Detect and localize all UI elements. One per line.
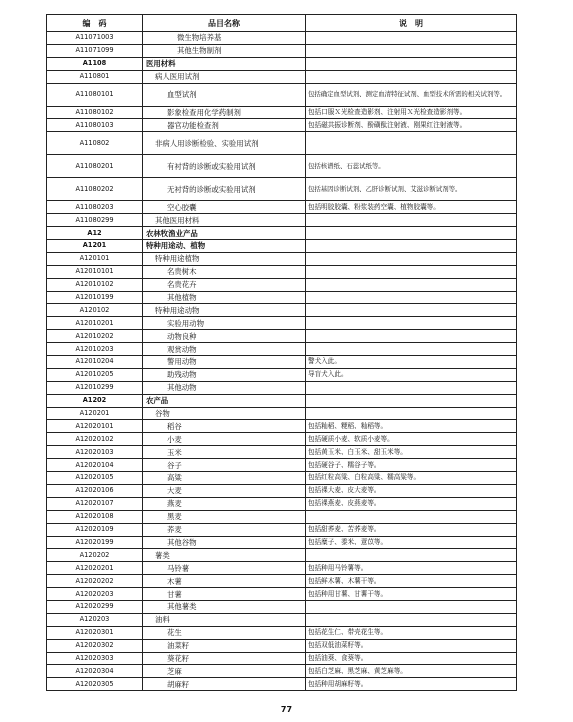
row-name: 其他动物 <box>143 381 306 394</box>
table-row <box>47 459 517 472</box>
row-name: 黑麦 <box>143 510 306 523</box>
table-row <box>47 381 517 394</box>
row-code: A12020301 <box>47 626 143 639</box>
row-desc: 包括油葵、食葵等。 <box>306 652 517 665</box>
row-desc: 包括硬谷子、糯谷子等。 <box>306 459 517 472</box>
row-name: 谷物 <box>143 407 306 420</box>
row-desc: 包括红粒高粱、白粒高粱、糯高粱等。 <box>306 472 517 485</box>
row-desc <box>306 132 517 155</box>
row-desc: 包括黄玉米、白玉米、甜玉米等。 <box>306 446 517 459</box>
row-name: 薯类 <box>143 549 306 562</box>
row-name: 实验用动物 <box>143 317 306 330</box>
table-row <box>47 214 517 227</box>
row-name: 马铃薯 <box>143 562 306 575</box>
row-code: A110802 <box>47 132 143 155</box>
row-name: 器官功能检查剂 <box>143 119 306 132</box>
table-row <box>47 265 517 278</box>
row-name: 玉米 <box>143 446 306 459</box>
row-name: 稻谷 <box>143 420 306 433</box>
row-name: 花生 <box>143 626 306 639</box>
row-code: A120203 <box>47 613 143 626</box>
row-desc <box>306 240 517 253</box>
row-name: 其他植物 <box>143 291 306 304</box>
row-desc: 包括磁共振诊断剂、酚磺酞注射液、刚果红注射液等。 <box>306 119 517 132</box>
row-code: A12020203 <box>47 588 143 601</box>
row-code: A12 <box>47 227 143 240</box>
row-desc <box>306 549 517 562</box>
row-desc: 包括花生仁、带壳花生等。 <box>306 626 517 639</box>
row-desc <box>306 304 517 317</box>
table-row <box>47 420 517 433</box>
table-row <box>47 252 517 265</box>
row-code: A12010299 <box>47 381 143 394</box>
table-row <box>47 678 517 691</box>
table-row <box>47 665 517 678</box>
table-row <box>47 652 517 665</box>
row-desc <box>306 214 517 227</box>
row-name: 名贵树木 <box>143 265 306 278</box>
row-code: A12020102 <box>47 433 143 446</box>
table-header-row <box>47 15 517 32</box>
row-code: A12020107 <box>47 497 143 510</box>
row-name: 特种用途动物 <box>143 304 306 317</box>
table-row <box>47 317 517 330</box>
table-row <box>47 155 517 178</box>
row-code: A120101 <box>47 252 143 265</box>
row-code: A11080201 <box>47 155 143 178</box>
row-code: A12020108 <box>47 510 143 523</box>
row-code: A12020109 <box>47 523 143 536</box>
table-row <box>47 70 517 83</box>
row-code: A120201 <box>47 407 143 420</box>
row-code: A12020101 <box>47 420 143 433</box>
table-row <box>47 330 517 343</box>
row-name: 影象检查用化学药制剂 <box>143 106 306 119</box>
row-code: A12010204 <box>47 356 143 369</box>
table-row <box>47 227 517 240</box>
row-desc <box>306 291 517 304</box>
row-desc <box>306 613 517 626</box>
row-name: 无衬背的诊断或实验用试剂 <box>143 178 306 201</box>
table-row <box>47 497 517 510</box>
table-row <box>47 575 517 588</box>
row-code: A12020199 <box>47 536 143 549</box>
row-name: 名贵花卉 <box>143 278 306 291</box>
row-name: 血型试剂 <box>143 83 306 106</box>
row-desc: 包括裸大麦、皮大麦等。 <box>306 484 517 497</box>
row-desc <box>306 330 517 343</box>
row-code: A11080299 <box>47 214 143 227</box>
row-code: A12010101 <box>47 265 143 278</box>
table-row <box>47 626 517 639</box>
row-name: 医用材料 <box>143 57 306 70</box>
row-desc <box>306 317 517 330</box>
row-code: A120202 <box>47 549 143 562</box>
header-code: 编 码 <box>47 15 143 32</box>
table-row <box>47 32 517 45</box>
table-row <box>47 83 517 106</box>
row-name: 特种用途植物 <box>143 252 306 265</box>
row-desc <box>306 394 517 407</box>
row-name: 空心胶囊 <box>143 201 306 214</box>
catalog-table <box>46 14 517 691</box>
row-code: A12020299 <box>47 600 143 613</box>
row-desc <box>306 57 517 70</box>
row-name: 油菜籽 <box>143 639 306 652</box>
table-row <box>47 562 517 575</box>
row-desc: 包括种用马铃薯等。 <box>306 562 517 575</box>
table-row <box>47 304 517 317</box>
row-code: A12020201 <box>47 562 143 575</box>
row-desc: 导盲犬入此。 <box>306 368 517 381</box>
row-desc <box>306 252 517 265</box>
row-code: A12010199 <box>47 291 143 304</box>
row-desc <box>306 278 517 291</box>
row-name: 病人医用试剂 <box>143 70 306 83</box>
row-code: A110801 <box>47 70 143 83</box>
row-code: A12020302 <box>47 639 143 652</box>
row-code: A12020304 <box>47 665 143 678</box>
row-name: 其他生物制剂 <box>143 44 306 57</box>
row-desc <box>306 510 517 523</box>
table-row <box>47 57 517 70</box>
row-desc: 包括硬质小麦、软质小麦等。 <box>306 433 517 446</box>
row-name: 其他薯类 <box>143 600 306 613</box>
row-desc: 包括鲜木薯、木薯干等。 <box>306 575 517 588</box>
row-name: 芝麻 <box>143 665 306 678</box>
table-row <box>47 472 517 485</box>
table-row <box>47 394 517 407</box>
row-code: A11080203 <box>47 201 143 214</box>
row-code: A12020105 <box>47 472 143 485</box>
row-code: A11080103 <box>47 119 143 132</box>
row-code: A11080202 <box>47 178 143 201</box>
row-code: A12020106 <box>47 484 143 497</box>
row-desc: 包括双低油菜籽等。 <box>306 639 517 652</box>
row-name: 木薯 <box>143 575 306 588</box>
row-desc: 包括糜子、黍米、薏苡等。 <box>306 536 517 549</box>
row-name: 油料 <box>143 613 306 626</box>
row-name: 警用动物 <box>143 356 306 369</box>
table-row <box>47 549 517 562</box>
table-row <box>47 510 517 523</box>
table-row <box>47 356 517 369</box>
row-desc: 包括基因诊断试剂、乙肝诊断试剂、艾滋诊断试剂等。 <box>306 178 517 201</box>
row-desc <box>306 343 517 356</box>
row-code: A12010102 <box>47 278 143 291</box>
row-name: 大麦 <box>143 484 306 497</box>
row-code: A11071099 <box>47 44 143 57</box>
row-desc <box>306 265 517 278</box>
row-desc <box>306 44 517 57</box>
table-row <box>47 132 517 155</box>
row-name: 农林牧渔业产品 <box>143 227 306 240</box>
table-row <box>47 201 517 214</box>
row-name: 非病人用诊断检验、实验用试剂 <box>143 132 306 155</box>
row-desc: 包括种用甘薯、甘薯干等。 <box>306 588 517 601</box>
row-code: A1201 <box>47 240 143 253</box>
row-name: 谷子 <box>143 459 306 472</box>
row-desc: 包括白芝麻、黑芝麻、黄芝麻等。 <box>306 665 517 678</box>
row-name: 葵花籽 <box>143 652 306 665</box>
row-name: 有衬背的诊断或实验用试剂 <box>143 155 306 178</box>
table-row <box>47 523 517 536</box>
row-code: A12010201 <box>47 317 143 330</box>
row-desc <box>306 381 517 394</box>
table-row <box>47 600 517 613</box>
row-desc <box>306 70 517 83</box>
row-code: A12020303 <box>47 652 143 665</box>
row-name: 微生物培养基 <box>143 32 306 45</box>
row-name: 其他医用材料 <box>143 214 306 227</box>
row-name: 农产品 <box>143 394 306 407</box>
table-body <box>47 32 517 691</box>
row-code: A12020103 <box>47 446 143 459</box>
header-name: 品目名称 <box>143 15 306 32</box>
row-name: 燕麦 <box>143 497 306 510</box>
row-code: A12020104 <box>47 459 143 472</box>
table-row <box>47 613 517 626</box>
row-name: 其他谷物 <box>143 536 306 549</box>
row-name: 助残动物 <box>143 368 306 381</box>
row-desc: 包括核谱纸、石蕊试纸等。 <box>306 155 517 178</box>
table-row <box>47 291 517 304</box>
row-desc <box>306 407 517 420</box>
table-row <box>47 446 517 459</box>
table-row <box>47 484 517 497</box>
row-desc: 包括明胶胶囊、粉浆装药空囊、植物胶囊等。 <box>306 201 517 214</box>
row-desc <box>306 32 517 45</box>
row-desc: 包括裸燕麦、皮燕麦等。 <box>306 497 517 510</box>
row-desc: 包括确定血型试剂、测定血清特征试剂、血型技术所需的相关试剂等。 <box>306 83 517 106</box>
row-code: A1202 <box>47 394 143 407</box>
page-number: 77 <box>280 705 293 714</box>
table-row <box>47 343 517 356</box>
row-code: A11080101 <box>47 83 143 106</box>
row-name: 动物良种 <box>143 330 306 343</box>
row-code: A12010202 <box>47 330 143 343</box>
table-row <box>47 178 517 201</box>
row-code: A12010203 <box>47 343 143 356</box>
row-name: 高粱 <box>143 472 306 485</box>
table-row <box>47 106 517 119</box>
table-row <box>47 433 517 446</box>
table-row <box>47 407 517 420</box>
row-code: A1108 <box>47 57 143 70</box>
row-name: 特种用途动、植物 <box>143 240 306 253</box>
table-row <box>47 368 517 381</box>
row-desc <box>306 227 517 240</box>
table-row <box>47 240 517 253</box>
row-code: A11071003 <box>47 32 143 45</box>
row-desc: 警犬入此。 <box>306 356 517 369</box>
table-row <box>47 588 517 601</box>
row-name: 观赏动物 <box>143 343 306 356</box>
row-code: A11080102 <box>47 106 143 119</box>
table-row <box>47 536 517 549</box>
row-desc: 包括甜荞麦、苦荞麦等。 <box>306 523 517 536</box>
row-name: 小麦 <box>143 433 306 446</box>
row-desc <box>306 600 517 613</box>
row-code: A12010205 <box>47 368 143 381</box>
row-name: 荞麦 <box>143 523 306 536</box>
row-name: 胡麻籽 <box>143 678 306 691</box>
header-desc: 说 明 <box>306 15 517 32</box>
table-row <box>47 119 517 132</box>
row-code: A12020305 <box>47 678 143 691</box>
row-name: 甘薯 <box>143 588 306 601</box>
row-code: A12020202 <box>47 575 143 588</box>
table-row <box>47 639 517 652</box>
row-code: A120102 <box>47 304 143 317</box>
table-row <box>47 278 517 291</box>
row-desc: 包括口服Ｘ光检查造影剂、注射用Ｘ光检查造影剂等。 <box>306 106 517 119</box>
row-desc: 包括种用胡麻籽等。 <box>306 678 517 691</box>
table-row <box>47 44 517 57</box>
row-desc: 包括籼稻、粳稻、籼稻等。 <box>306 420 517 433</box>
